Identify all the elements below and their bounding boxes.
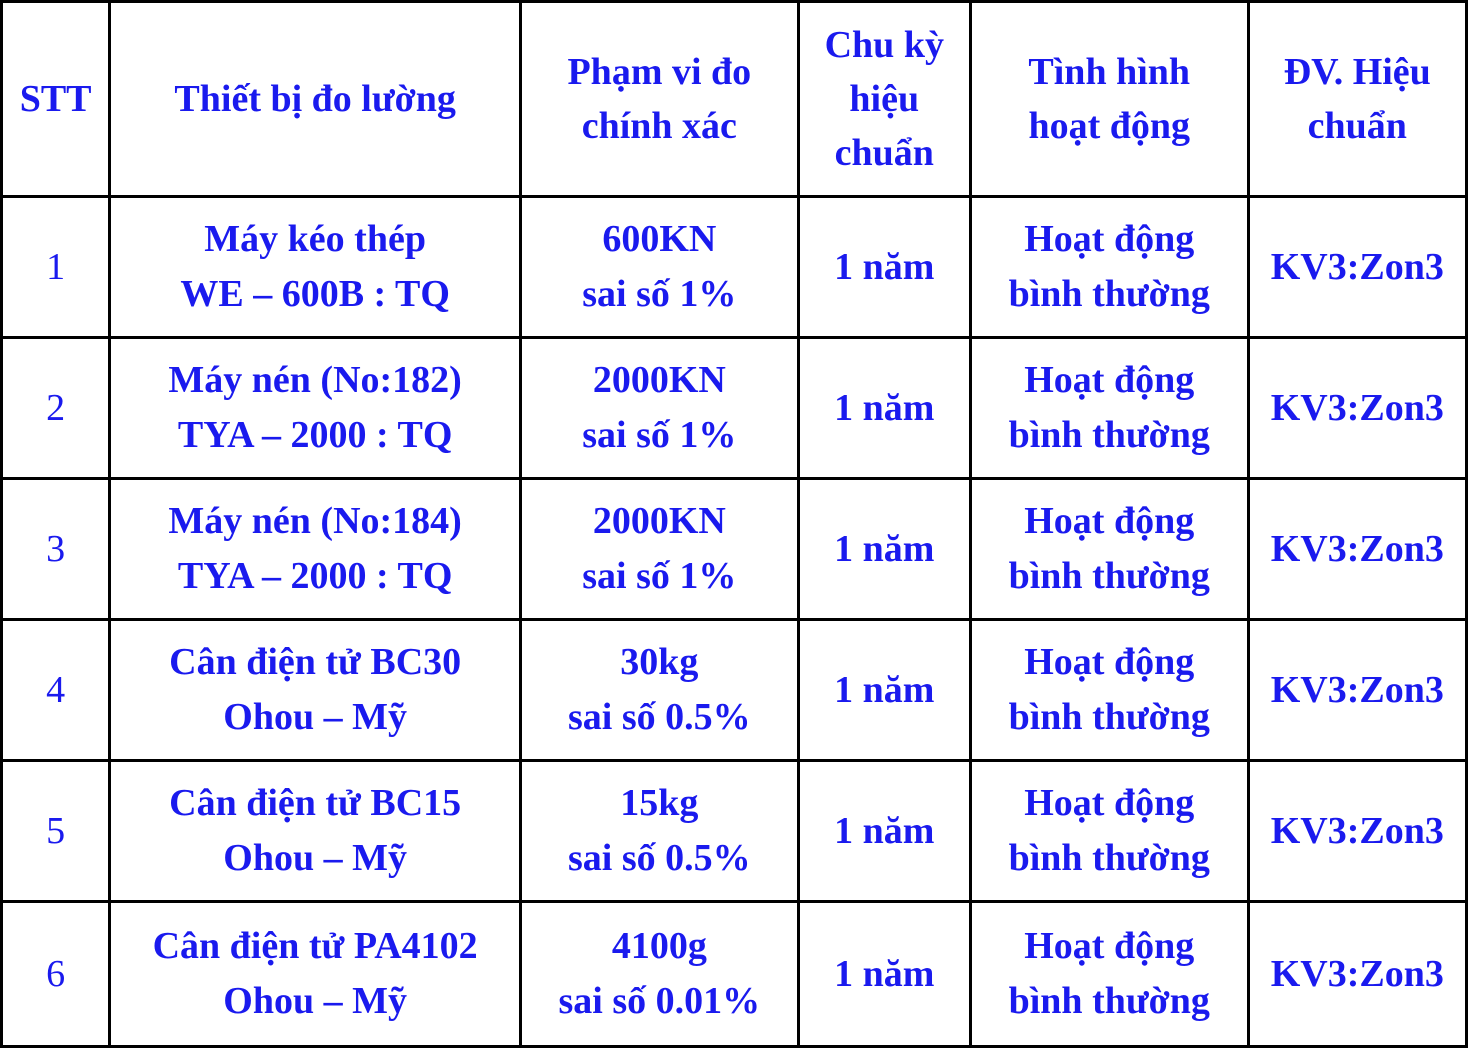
device-model: WE – 600B : TQ — [180, 273, 450, 315]
cell-unit: KV3:Zon3 — [1248, 479, 1466, 620]
cell-status — [970, 338, 1248, 479]
status-line: bình thường — [1008, 980, 1210, 1022]
header-unit — [1248, 2, 1466, 197]
cell-status — [970, 620, 1248, 761]
header-status-line: hoạt động — [1028, 105, 1191, 147]
cell-range — [521, 761, 799, 902]
cell-range — [521, 479, 799, 620]
status-line: bình thường — [1008, 696, 1210, 738]
cell-status — [970, 197, 1248, 338]
table-row — [2, 761, 1467, 902]
status-line: Hoạt động — [1024, 641, 1195, 683]
cell-range — [521, 197, 799, 338]
table-row — [2, 620, 1467, 761]
cell-device — [110, 479, 521, 620]
device-name: Cân điện tử PA4102 — [152, 925, 478, 967]
range-error: sai số 1% — [582, 273, 737, 315]
range-value: 600KN — [602, 218, 717, 260]
status-line: bình thường — [1008, 414, 1210, 456]
table-row — [2, 338, 1467, 479]
cell-stt: 2 — [2, 338, 110, 479]
cell-device — [110, 902, 521, 1047]
cell-device — [110, 338, 521, 479]
header-range-line: chính xác — [581, 105, 737, 147]
header-cycle-line: Chu kỳ — [824, 24, 944, 66]
status-line: bình thường — [1008, 837, 1210, 879]
header-status-line: Tình hình — [1028, 51, 1191, 93]
status-line: Hoạt động — [1024, 500, 1195, 542]
device-model: Ohou – Mỹ — [223, 980, 407, 1022]
cell-cycle: 1 năm — [798, 761, 970, 902]
device-name: Máy nén (No:184) — [168, 500, 462, 542]
status-line: bình thường — [1008, 555, 1210, 597]
cell-cycle: 1 năm — [798, 197, 970, 338]
header-cycle-line: chuẩn — [834, 132, 934, 174]
status-line: Hoạt động — [1024, 218, 1195, 260]
cell-cycle: 1 năm — [798, 620, 970, 761]
range-error: sai số 0.5% — [568, 837, 751, 879]
header-unit-line: ĐV. Hiệu — [1283, 51, 1431, 93]
device-model: Ohou – Mỹ — [223, 696, 407, 738]
device-name: Máy nén (No:182) — [168, 359, 462, 401]
header-cycle — [798, 2, 970, 197]
header-device: Thiết bị đo lường — [110, 2, 521, 197]
device-model: TYA – 2000 : TQ — [177, 414, 453, 456]
cell-stt: 3 — [2, 479, 110, 620]
range-value: 15kg — [620, 782, 699, 824]
device-name: Cân điện tử BC15 — [169, 782, 462, 824]
table-row — [2, 902, 1467, 1047]
cell-unit: KV3:Zon3 — [1248, 761, 1466, 902]
status-line: bình thường — [1008, 273, 1210, 315]
range-error: sai số 0.5% — [568, 696, 751, 738]
header-range — [521, 2, 799, 197]
cell-stt: 5 — [2, 761, 110, 902]
header-cycle-line: hiệu — [849, 78, 920, 120]
range-error: sai số 1% — [582, 555, 737, 597]
cell-device — [110, 620, 521, 761]
range-value: 2000KN — [592, 500, 726, 542]
status-line: Hoạt động — [1024, 925, 1195, 967]
cell-status — [970, 902, 1248, 1047]
range-value: 2000KN — [592, 359, 726, 401]
cell-status — [970, 479, 1248, 620]
cell-cycle: 1 năm — [798, 902, 970, 1047]
header-range-line: Phạm vi đo — [567, 51, 752, 93]
cell-range — [521, 902, 799, 1047]
cell-device — [110, 761, 521, 902]
table-body — [2, 197, 1467, 1047]
cell-unit: KV3:Zon3 — [1248, 338, 1466, 479]
cell-range — [521, 620, 799, 761]
cell-device — [110, 197, 521, 338]
cell-stt: 1 — [2, 197, 110, 338]
cell-unit: KV3:Zon3 — [1248, 620, 1466, 761]
range-value: 30kg — [620, 641, 699, 683]
header-unit-line: chuẩn — [1307, 105, 1407, 147]
table-row — [2, 197, 1467, 338]
table-row — [2, 479, 1467, 620]
header-row — [2, 2, 1467, 197]
cell-stt: 4 — [2, 620, 110, 761]
status-line: Hoạt động — [1024, 782, 1195, 824]
cell-cycle: 1 năm — [798, 338, 970, 479]
table-header — [2, 2, 1467, 197]
device-name: Máy kéo thép — [204, 218, 426, 260]
device-model: TYA – 2000 : TQ — [177, 555, 453, 597]
header-stt: STT — [2, 2, 110, 197]
range-error: sai số 0.01% — [558, 980, 761, 1022]
cell-range — [521, 338, 799, 479]
cell-status — [970, 761, 1248, 902]
range-value: 4100g — [611, 925, 707, 967]
header-status — [970, 2, 1248, 197]
cell-cycle: 1 năm — [798, 479, 970, 620]
range-error: sai số 1% — [582, 414, 737, 456]
device-model: Ohou – Mỹ — [223, 837, 407, 879]
cell-stt: 6 — [2, 902, 110, 1047]
cell-unit: KV3:Zon3 — [1248, 197, 1466, 338]
status-line: Hoạt động — [1024, 359, 1195, 401]
cell-unit: KV3:Zon3 — [1248, 902, 1466, 1047]
device-name: Cân điện tử BC30 — [169, 641, 462, 683]
